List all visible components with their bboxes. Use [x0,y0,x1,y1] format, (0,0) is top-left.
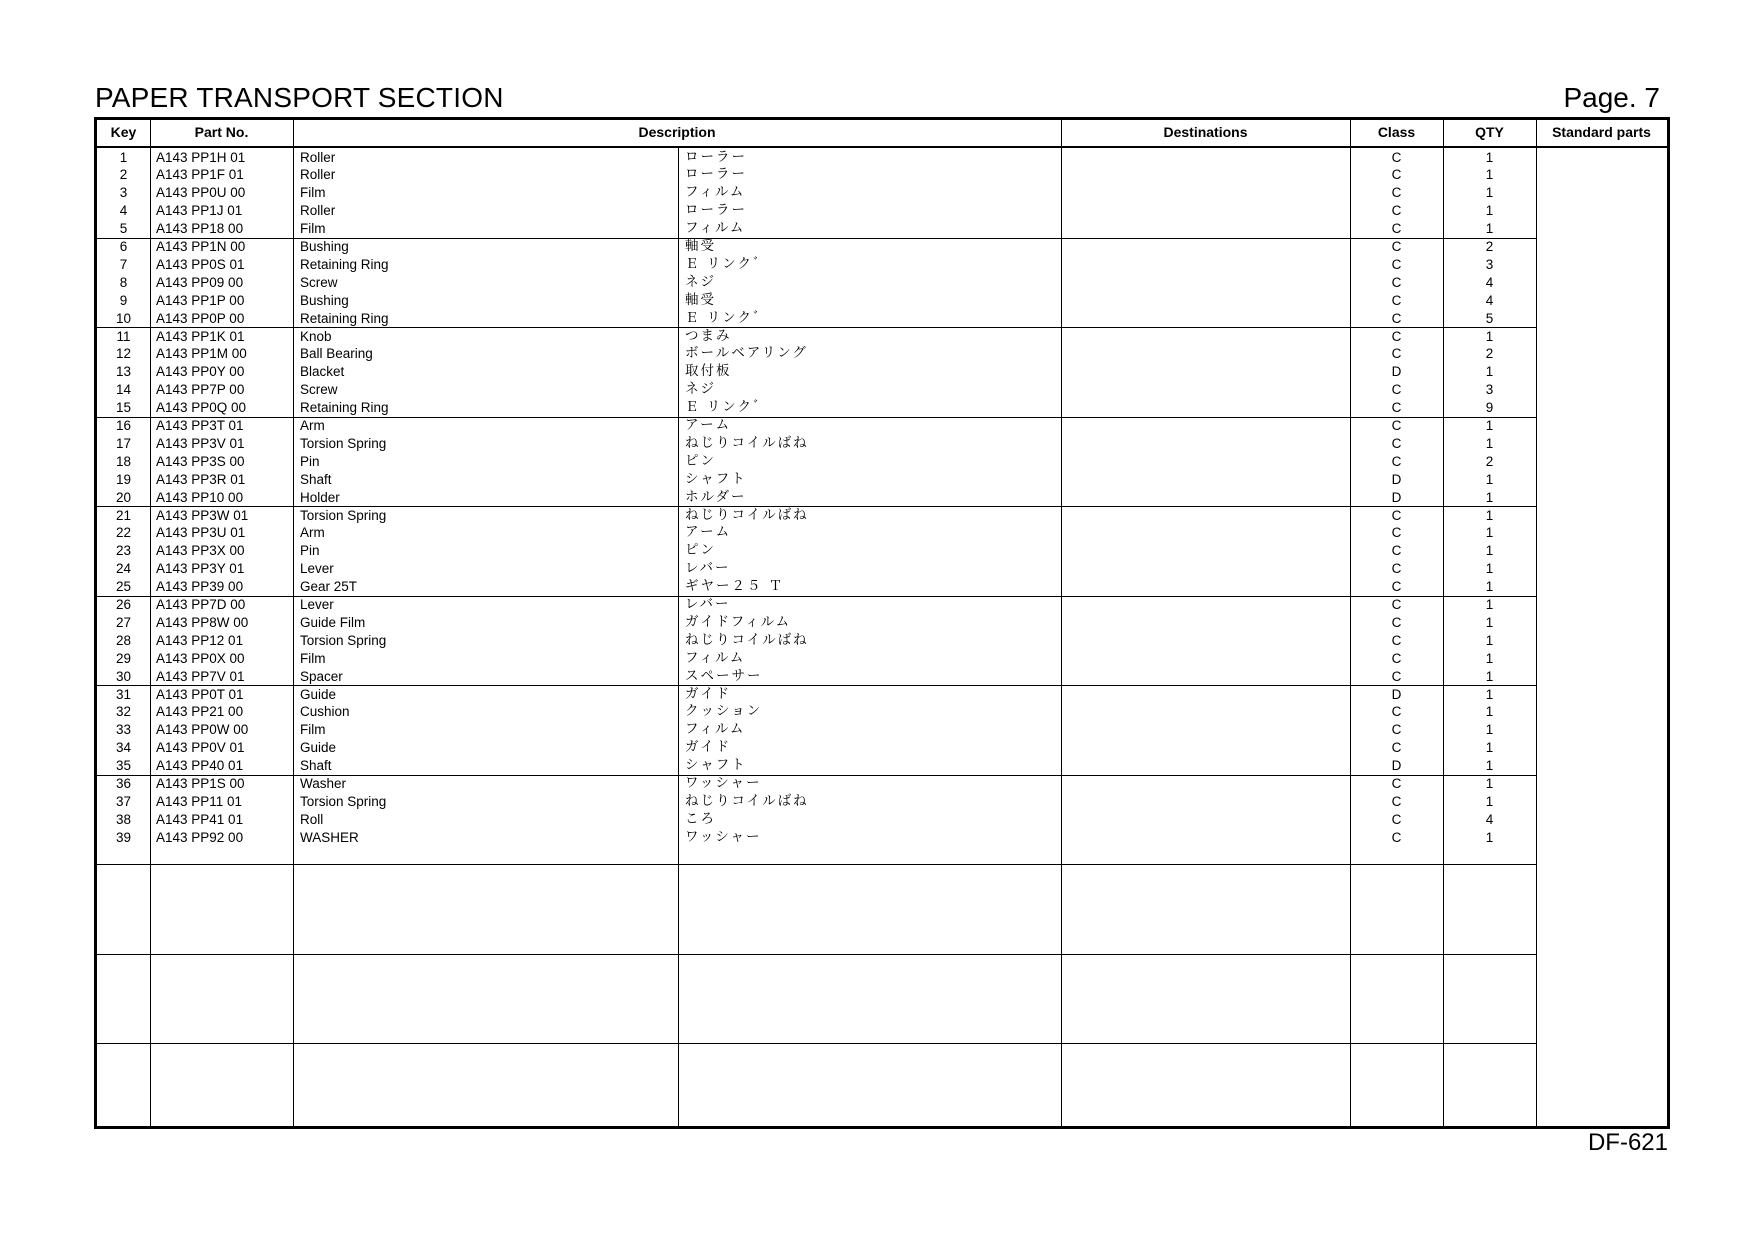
description-jp-cell: ワッシャー [685,775,762,791]
description-jp-cell: レバー [685,560,731,577]
model-code: DF-621 [1587,1129,1668,1156]
description-jp-cell: つまみ [685,327,732,344]
qty-cell: 1 [1485,435,1494,451]
class-cell: C [1391,597,1402,612]
table-row [97,184,1667,202]
table-row [97,399,1667,417]
qty-cell: 1 [1485,418,1494,433]
class-cell: C [1391,525,1402,541]
description-jp-cell: フィルム [685,649,746,666]
page-number: Page. 7 [1563,82,1660,113]
qty-cell: 1 [1485,471,1494,487]
description-jp-cell: スペーサー [685,667,763,684]
qty-cell: 1 [1485,149,1494,165]
description-jp-cell: シャフト [685,757,747,774]
key-cell: 34 [115,740,132,756]
description-jp-cell: ネジ [685,273,716,290]
key-cell: 16 [115,418,132,433]
qty-cell: 1 [1485,686,1494,702]
qty-cell: 1 [1485,740,1494,756]
class-cell: C [1391,579,1402,595]
part-no-cell: A143 PP3X 00 [156,543,245,559]
part-no-cell: A143 PP1S 00 [156,776,245,791]
description-jp-cell: ねじりコイルばね [685,434,809,451]
description-jp-cell: ガイド [685,685,732,702]
qty-cell: 1 [1485,203,1494,219]
table-row [97,668,1667,686]
table-row [97,417,1667,435]
key-cell: 9 [119,292,128,308]
part-no-cell: A143 PP0Y 00 [156,364,245,380]
part-no-cell: A143 PP1P 00 [156,292,245,308]
description-jp-cell: Ｅ リンク゛ [685,309,769,326]
qty-cell: 2 [1485,346,1494,362]
part-no-cell: A143 PP0W 00 [156,722,249,738]
description-cell: Film [300,221,326,237]
table-row [97,453,1667,471]
description-cell: Spacer [300,668,343,684]
description-cell: Torsion Spring [300,793,387,809]
part-no-cell: A143 PP1K 01 [156,328,245,344]
part-no-cell: A143 PP3W 01 [156,507,249,523]
description-cell: Gear 25T [300,579,358,595]
table-row [97,256,1667,274]
qty-cell: 3 [1485,256,1494,272]
key-cell: 8 [119,274,128,290]
qty-cell: 1 [1485,364,1494,380]
class-cell: C [1391,811,1402,827]
description-cell: Washer [300,776,347,791]
table-row [97,507,1667,525]
description-cell: Guide Film [300,614,366,630]
class-cell: C [1391,561,1402,577]
class-cell: C [1391,167,1402,183]
part-no-cell: A143 PP3Y 01 [156,561,245,577]
header-destinations: Destinations [1163,124,1248,140]
qty-cell: 1 [1485,632,1494,648]
table-row [97,381,1667,399]
header-key: Key [110,124,137,140]
description-jp-cell: 軸受 [685,238,716,254]
description-cell: WASHER [300,829,359,845]
key-cell: 32 [115,704,132,720]
class-cell: C [1391,740,1402,756]
description-jp-cell: ボールベアリング [685,345,808,362]
description-jp-cell: クッション [685,703,763,720]
description-jp-cell: アーム [685,524,732,541]
description-cell: Pin [300,453,320,469]
qty-cell: 1 [1485,776,1494,791]
description-jp-cell: ねじりコイルばね [685,792,809,809]
class-cell: C [1391,418,1402,433]
row-group-divider [97,864,1536,865]
part-no-cell: A143 PP1N 00 [156,239,246,254]
description-cell: Shaft [300,758,332,774]
part-no-cell: A143 PP18 00 [156,221,244,237]
part-no-cell: A143 PP09 00 [156,274,244,290]
class-cell: C [1391,328,1402,344]
qty-cell: 1 [1485,793,1494,809]
header-class: Class [1377,124,1416,140]
table-row [97,739,1667,757]
description-jp-cell: ホルダー [685,488,747,505]
description-cell: Roller [300,203,336,219]
description-jp-cell: ねじりコイルばね [685,506,809,523]
parts-table [94,117,1670,1129]
description-jp-cell: Ｅ リンク゛ [685,399,769,416]
key-cell: 2 [119,167,128,183]
key-cell: 24 [115,561,132,577]
part-no-cell: A143 PP41 01 [156,811,244,827]
key-cell: 11 [116,328,131,344]
class-cell: C [1391,650,1402,666]
part-no-cell: A143 PP7V 01 [156,668,245,684]
key-cell: 27 [115,614,132,630]
part-no-cell: A143 PP3S 00 [156,453,245,469]
key-cell: 21 [115,507,132,523]
qty-cell: 1 [1485,507,1494,523]
table-row [97,757,1667,775]
description-cell: Torsion Spring [300,435,387,451]
description-jp-cell: ピン [685,542,716,559]
part-no-cell: A143 PP7D 00 [156,597,246,612]
description-jp-cell: フィルム [685,184,746,201]
qty-cell: 5 [1485,310,1494,326]
key-cell: 14 [115,382,132,398]
class-cell: C [1391,400,1402,416]
class-cell: C [1391,507,1402,523]
class-cell: D [1391,686,1402,702]
description-jp-cell: フィルム [685,220,746,237]
table-row [97,202,1667,220]
part-no-cell: A143 PP3R 01 [156,471,246,487]
class-cell: C [1391,829,1402,845]
class-cell: C [1391,221,1402,237]
qty-cell: 4 [1485,292,1494,308]
qty-cell: 1 [1485,614,1494,630]
key-cell: 3 [119,185,128,201]
description-jp-cell: ワッシャー [685,828,762,845]
key-cell: 18 [115,453,132,469]
table-row [97,328,1667,346]
part-no-cell: A143 PP8W 00 [156,614,249,630]
description-jp-cell: ガイド [685,739,732,756]
key-cell: 5 [119,221,128,237]
class-cell: C [1391,704,1402,720]
key-cell: 33 [115,722,132,738]
class-cell: C [1391,310,1402,326]
description-cell: Roller [300,167,336,183]
table-row [97,542,1667,560]
description-cell: Bushing [300,239,349,254]
description-cell: Arm [300,525,325,541]
key-cell: 30 [115,668,132,684]
key-cell: 28 [115,632,132,648]
description-jp-cell: ギヤー２５ Ｔ [685,578,785,595]
key-cell: 15 [115,400,132,416]
header-description: Description [638,124,716,140]
description-cell: Film [300,185,326,201]
table-row [97,363,1667,381]
class-cell: C [1391,149,1402,165]
qty-cell: 1 [1485,650,1494,666]
key-cell: 38 [115,811,132,827]
table-row [97,149,1667,167]
table-row [97,471,1667,489]
description-jp-cell: フィルム [685,721,746,738]
description-cell: Film [300,650,326,666]
table-row [97,220,1667,238]
description-cell: Lever [300,597,334,612]
description-cell: Guide [300,740,337,756]
description-cell: Screw [300,274,338,290]
header-qty: QTY [1475,124,1504,140]
key-cell: 12 [115,346,132,362]
part-no-cell: A143 PP0S 01 [156,256,245,272]
description-jp-cell: ねじりコイルばね [685,631,809,648]
table-row [97,632,1667,650]
table-row [97,238,1667,256]
qty-cell: 1 [1485,185,1494,201]
header-part-no: Part No. [194,124,249,140]
part-no-cell: A143 PP0Q 00 [156,400,247,416]
class-cell: C [1391,543,1402,559]
description-cell: Shaft [300,471,332,487]
table-row [97,793,1667,811]
description-cell: Blacket [300,364,345,380]
class-cell: C [1391,668,1402,684]
description-cell: Pin [300,543,320,559]
table-row [97,274,1667,292]
table-row [97,310,1667,328]
qty-cell: 2 [1485,453,1494,469]
part-no-cell: A143 PP0U 00 [156,185,246,201]
row-group-divider [97,1043,1536,1044]
part-no-cell: A143 PP3U 01 [156,525,246,541]
description-jp-cell: ころ [685,810,716,827]
qty-cell: 3 [1485,382,1494,398]
key-cell: 10 [115,310,132,326]
class-cell: C [1391,203,1402,219]
part-no-cell: A143 PP1J 01 [156,203,243,219]
class-cell: C [1391,346,1402,362]
table-row [97,686,1667,704]
part-no-cell: A143 PP21 00 [156,704,244,720]
description-jp-cell: アーム [685,417,732,433]
qty-cell: 1 [1485,525,1494,541]
table-row [97,435,1667,453]
class-cell: C [1391,632,1402,648]
key-cell: 36 [115,776,132,791]
part-no-cell: A143 PP3T 01 [156,418,244,433]
part-no-cell: A143 PP11 01 [156,793,243,809]
class-cell: C [1391,239,1402,254]
key-cell: 23 [115,543,132,559]
qty-cell: 1 [1485,561,1494,577]
table-row [97,650,1667,668]
description-jp-cell: ピン [685,452,716,469]
key-cell: 35 [115,758,132,774]
description-jp-cell: ローラー [685,166,747,183]
part-no-cell: A143 PP1H 01 [156,149,246,165]
description-cell: Arm [300,418,325,433]
class-cell: C [1391,185,1402,201]
key-cell: 39 [115,829,132,845]
description-cell: Retaining Ring [300,256,389,272]
qty-cell: 1 [1485,668,1494,684]
qty-cell: 4 [1485,811,1494,827]
class-cell: D [1391,364,1402,380]
class-cell: C [1391,256,1402,272]
description-jp-cell: ローラー [685,202,747,219]
qty-cell: 1 [1485,704,1494,720]
description-cell: Lever [300,561,334,577]
key-cell: 6 [119,239,128,254]
table-row [97,489,1667,507]
part-no-cell: A143 PP39 00 [156,579,244,595]
key-cell: 4 [119,203,128,219]
description-jp-cell: ガイドフィルム [685,613,792,630]
part-no-cell: A143 PP10 00 [156,489,244,505]
class-cell: D [1391,758,1402,774]
description-cell: Holder [300,489,340,505]
table-row [97,721,1667,739]
class-cell: C [1391,722,1402,738]
table-row [97,829,1667,847]
table-row [97,811,1667,829]
table-row [97,166,1667,184]
qty-cell: 2 [1485,239,1494,254]
part-no-cell: A143 PP1F 01 [156,167,244,183]
description-cell: Cushion [300,704,350,720]
class-cell: C [1391,274,1402,290]
description-cell: Retaining Ring [300,310,389,326]
key-cell: 26 [115,597,132,612]
description-cell: Torsion Spring [300,507,387,523]
qty-cell: 1 [1485,829,1494,845]
qty-cell: 1 [1485,758,1494,774]
qty-cell: 1 [1485,221,1494,237]
part-no-cell: A143 PP0X 00 [156,650,245,666]
table-row [97,560,1667,578]
description-jp-cell: ローラー [685,148,747,165]
part-no-cell: A143 PP0V 01 [156,740,245,756]
table-row [97,703,1667,721]
key-cell: 19 [115,471,132,487]
class-cell: C [1391,776,1402,791]
qty-cell: 1 [1485,543,1494,559]
qty-cell: 1 [1485,722,1494,738]
qty-cell: 9 [1485,400,1494,416]
class-cell: C [1391,435,1402,451]
table-row [97,614,1667,632]
description-jp-cell: シャフト [685,470,747,487]
row-group-divider [97,954,1536,955]
class-cell: D [1391,489,1402,505]
key-cell: 20 [115,489,132,505]
part-no-cell: A143 PP0T 01 [156,686,244,702]
part-no-cell: A143 PP1M 00 [156,346,247,362]
part-no-cell: A143 PP12 01 [156,632,244,648]
class-cell: C [1391,793,1402,809]
class-cell: C [1391,453,1402,469]
key-cell: 17 [115,435,132,451]
qty-cell: 1 [1485,579,1494,595]
key-cell: 22 [115,525,132,541]
part-no-cell: A143 PP92 00 [156,829,244,845]
description-cell: Retaining Ring [300,400,389,416]
description-cell: Ball Bearing [300,346,373,362]
description-jp-cell: 取付板 [685,363,732,380]
description-cell: Roll [300,811,324,827]
table-row [97,524,1667,542]
part-no-cell: A143 PP3V 01 [156,435,245,451]
table-row [97,345,1667,363]
description-cell: Bushing [300,292,349,308]
qty-cell: 1 [1485,597,1494,612]
part-no-cell: A143 PP7P 00 [156,382,245,398]
key-cell: 1 [119,149,128,165]
description-cell: Roller [300,149,336,165]
class-cell: D [1391,471,1402,487]
section-title: PAPER TRANSPORT SECTION [95,82,504,113]
class-cell: C [1391,382,1402,398]
key-cell: 7 [119,256,128,272]
table-row [97,292,1667,310]
description-cell: Screw [300,382,338,398]
key-cell: 31 [115,686,132,702]
description-jp-cell: 軸受 [685,291,716,308]
description-cell: Knob [300,328,332,344]
header-standard-parts: Standard parts [1552,124,1651,140]
class-cell: C [1391,614,1402,630]
key-cell: 37 [115,793,132,809]
description-jp-cell: レバー [685,596,731,612]
table-row [97,596,1667,614]
part-no-cell: A143 PP0P 00 [156,310,245,326]
description-jp-cell: ネジ [685,381,716,398]
description-cell: Torsion Spring [300,632,387,648]
table-row [97,775,1667,793]
key-cell: 29 [115,650,132,666]
class-cell: C [1391,292,1402,308]
key-cell: 25 [115,579,132,595]
description-cell: Guide [300,686,337,702]
qty-cell: 1 [1485,167,1494,183]
description-cell: Film [300,722,326,738]
part-no-cell: A143 PP40 01 [156,758,244,774]
qty-cell: 1 [1485,328,1494,344]
qty-cell: 1 [1485,489,1494,505]
key-cell: 13 [115,364,132,380]
qty-cell: 4 [1485,274,1494,290]
table-row [97,578,1667,596]
description-jp-cell: Ｅ リンク゛ [685,255,769,272]
